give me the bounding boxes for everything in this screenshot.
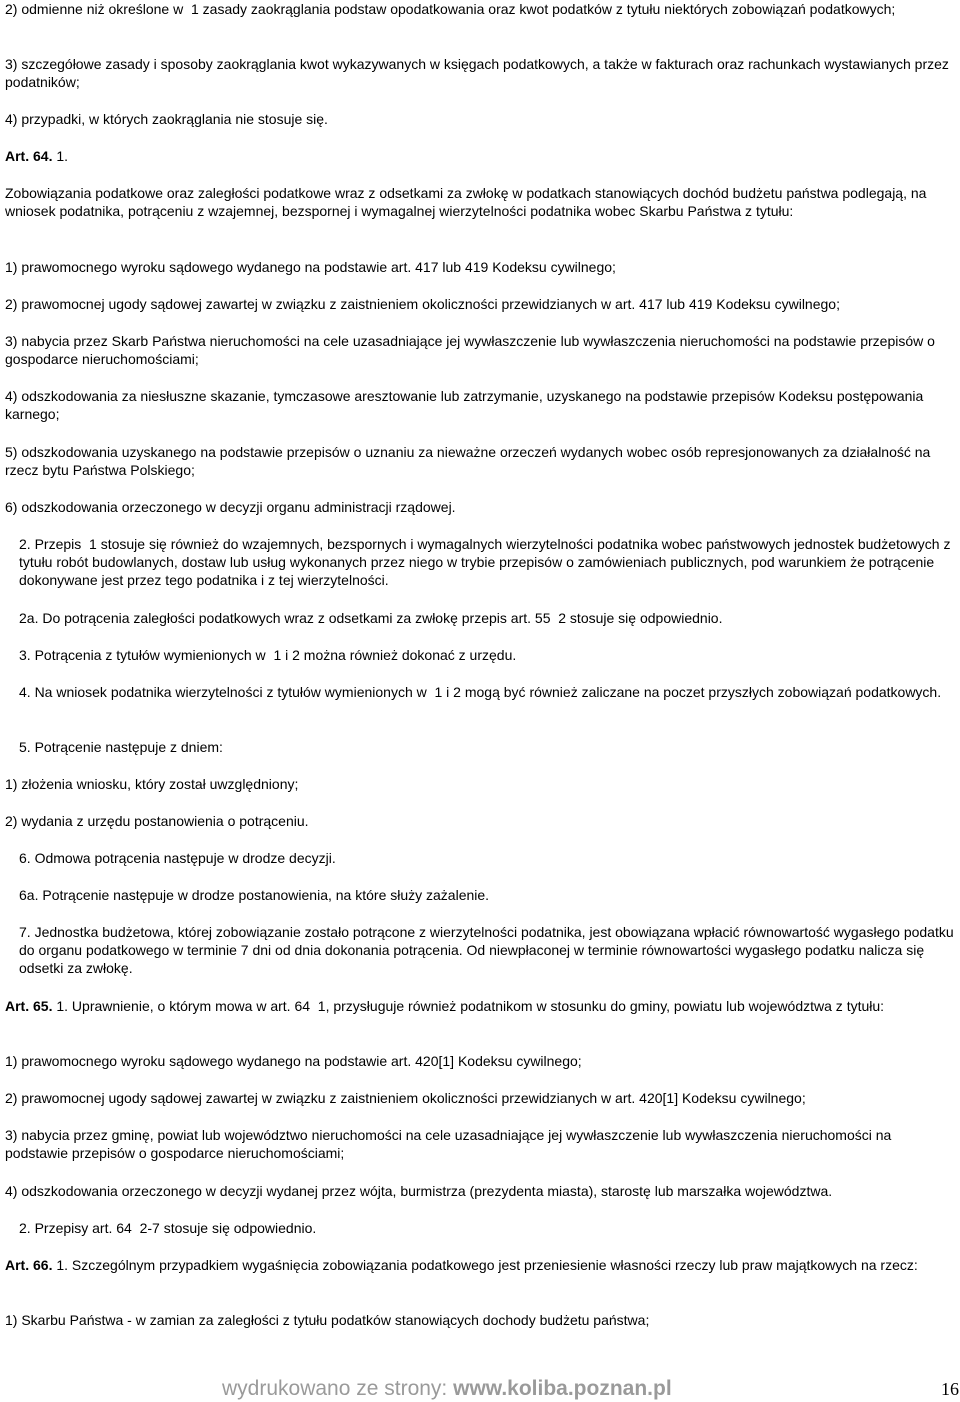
paragraph: 3. Potrącenia z tytułów wymienionych w 1 i 2 można również dokonać z urzędu.: [19, 647, 517, 663]
paragraph: 1) prawomocnego wyroku sądowego wydanego na podstawie art. 417 lub 419 Kodeksu cywilnego;: [5, 259, 616, 275]
paragraph: 4) odszkodowania za niesłuszne skazanie, tymczasowe aresztowanie lub zatrzymanie, uzyskanego na podstawie przepisów Kodeksu postępowania karnego;: [5, 388, 928, 422]
paragraph: 4. Na wniosek podatnika wierzytelności z tytułów wymienionych w 1 i 2 mogą być również zaliczane na poczet przyszłych zobowiązań podatkowych.: [19, 684, 942, 700]
article-paragraph: [5, 997, 950, 1015]
paragraph: 2. Przepisy art. 64 2-7 stosuje się odpowiednio.: [19, 1220, 317, 1236]
article-paragraph: [5, 1256, 950, 1274]
paragraph: 2. Przepis 1 stosuje się również do wzajemnych, bezspornych i wymagalnych wierzytelności podatnika wobec państwowych jednostek budżetowych z tytułu robót budowlanych, dostaw lub usług wykonanych przez niego w trybie przepisów o zamówieniach publicznych, pod warunkiem że potrącenie dokonywane jest przez tego podatnika i z tej wierzytelności.: [19, 536, 955, 588]
paragraph: 2) odmienne niż określone w 1 zasady zaokrąglania podstaw opodatkowania oraz kwot podatków z tytułu niektórych zobowiązań podatkowych;: [5, 1, 896, 17]
print-source: [222, 1376, 672, 1402]
paragraph: 6) odszkodowania orzeczonego w decyzji organu administracji rządowej.: [5, 499, 456, 515]
article-heading: Art. 65.: [5, 998, 53, 1014]
paragraph: 2) prawomocnej ugody sądowej zawartej w związku z zaistnieniem okoliczności przewidzianych w art. 417 lub 419 Kodeksu cywilnego;: [5, 296, 840, 312]
article-text: 1. Szczególnym przypadkiem wygaśnięcia zobowiązania podatkowego jest przeniesienie własności rzeczy lub praw majątkowych na rzecz:: [52, 1257, 918, 1273]
paragraph: 1) prawomocnego wyroku sądowego wydanego na podstawie art. 420[1] Kodeksu cywilnego;: [5, 1053, 582, 1069]
paragraph: 2) prawomocnej ugody sądowej zawartej w związku z zaistnieniem okoliczności przewidzianych w art. 420[1] Kodeksu cywilnego;: [5, 1090, 806, 1106]
paragraph: 3) nabycia przez gminę, powiat lub województwo nieruchomości na cele uzasadniające jej wywłaszczenie lub wywłaszczenia nieruchomości na podstawie przepisów o gospodarce nieruchomościami;: [5, 1127, 896, 1161]
print-source-label: wydrukowano ze strony:: [222, 1377, 454, 1400]
page-number: 16: [941, 1379, 959, 1399]
page-footer: [0, 1376, 960, 1402]
paragraph: 2a. Do potrącenia zaległości podatkowych wraz z odsetkami za zwłokę przepis art. 55 2 stosuje się odpowiednio.: [19, 610, 723, 626]
paragraph: 4) odszkodowania orzeczonego w decyzji wydanej przez wójta, burmistrza (prezydenta miasta), starostę lub marszałka województwa.: [5, 1183, 833, 1199]
paragraph: 3) nabycia przez Skarb Państwa nieruchomości na cele uzasadniające jej wywłaszczenie lub wywłaszczenia nieruchomości na podstawie przepisów o gospodarce nieruchomościami;: [5, 333, 939, 367]
print-source-url[interactable]: www.koliba.poznan.pl: [453, 1377, 672, 1400]
paragraph: 3) szczegółowe zasady i sposoby zaokrąglania kwot wykazywanych w księgach podatkowych, a także w fakturach oraz rachunkach wystawianych przez podatników;: [5, 56, 953, 90]
article-paragraph: [5, 147, 950, 165]
article-text: 1.: [52, 148, 69, 164]
paragraph: 1) Skarbu Państwa - w zamian za zaległości z tytułu podatków stanowiących dochody budżetu państwa;: [5, 1312, 650, 1328]
paragraph: 2) wydania z urzędu postanowienia o potrąceniu.: [5, 813, 309, 829]
article-text: 1. Uprawnienie, o którym mowa w art. 64 1, przysługuje również podatnikom w stosunku do gminy, powiatu lub województwa z tytułu:: [52, 998, 885, 1014]
paragraph: 7. Jednostka budżetowa, której zobowiązanie zostało potrącone z wierzytelności podatnika, jest obowiązana wpłacić równowartość wygasłego podatku do organu podatkowego w terminie 7 dni od dnia dokonania potrącenia. Od niewpłaconej w terminie równowartości wygasłego podatku nalicza się odsetki za zwłokę.: [19, 924, 958, 976]
paragraph: 6a. Potrącenie następuje w drodze postanowienia, na które służy zażalenie.: [19, 887, 490, 903]
article-heading: Art. 64.: [5, 148, 53, 164]
paragraph: 4) przypadki, w których zaokrąglania nie stosuje się.: [5, 111, 328, 127]
paragraph: Zobowiązania podatkowe oraz zaległości podatkowe wraz z odsetkami za zwłokę w podatkach stanowiących dochód budżetu państwa podlegają, na wniosek podatnika, potrąceniu z wzajemnej, bezspornej i wymagalnej wierzytelności podatnika wobec Skarbu Państwa z tytułu:: [5, 185, 931, 219]
paragraph: 5) odszkodowania uzyskanego na podstawie przepisów o uznaniu za nieważne orzeczeń wydanych wobec osób represjonowanych za działalność na rzecz bytu Państwa Polskiego;: [5, 444, 935, 478]
paragraph: 5. Potrącenie następuje z dniem:: [19, 739, 223, 755]
article-heading: Art. 66.: [5, 1257, 53, 1273]
paragraph: 1) złożenia wniosku, który został uwzględniony;: [5, 776, 299, 792]
paragraph: 6. Odmowa potrącenia następuje w drodze decyzji.: [19, 850, 336, 866]
